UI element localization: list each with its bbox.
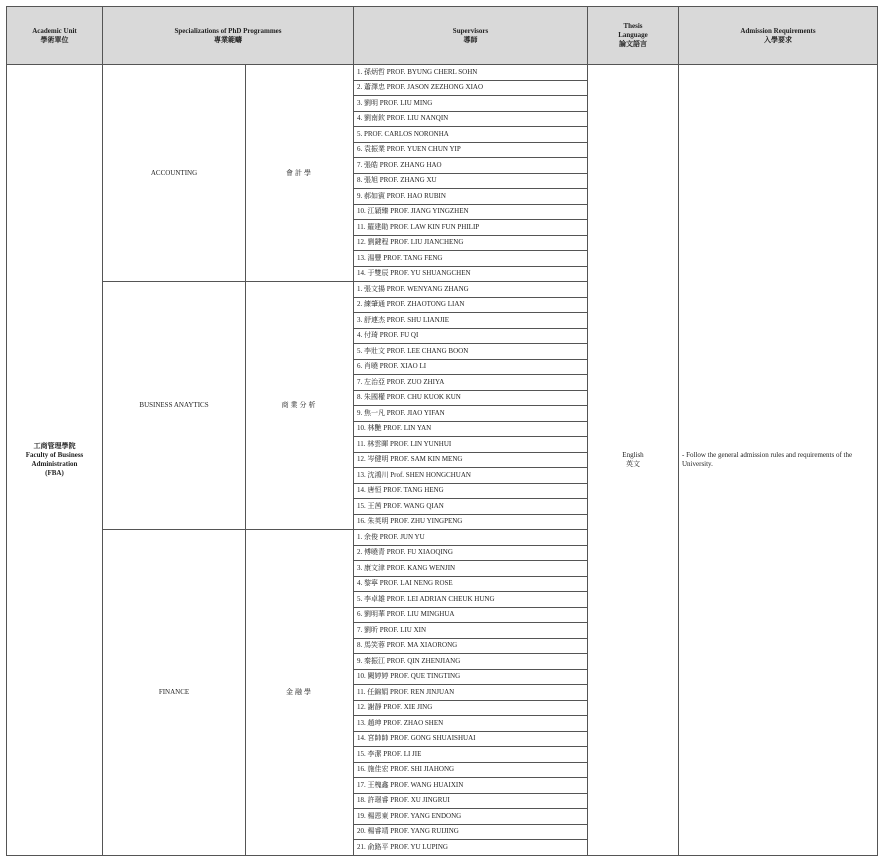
header-supervisors: Supervisors 導師: [354, 7, 588, 65]
admission-requirements-cell: - Follow the general admission rules and requirements of the University.: [679, 65, 878, 856]
supervisor-cell: 13. 沈鴻川 Prof. SHEN HONGCHUAN: [354, 468, 588, 484]
supervisor-cell: 5. 李卓雄 PROF. LEI ADRIAN CHEUK HUNG: [354, 592, 588, 608]
supervisor-cell: 2. 蕭澤忠 PROF. JASON ZEZHONG XIAO: [354, 80, 588, 96]
supervisor-cell: 13. 趙珅 PROF. ZHAO SHEN: [354, 716, 588, 732]
supervisor-cell: 13. 湯豐 PROF. TANG FENG: [354, 251, 588, 267]
header-row: [7, 7, 878, 65]
language-en: English: [622, 450, 644, 459]
supervisor-cell: 12. 岑健明 PROF. SAM KIN MENG: [354, 452, 588, 468]
supervisor-cell: 14. 唐恒 PROF. TANG HENG: [354, 483, 588, 499]
supervisor-cell: 1. 余俊 PROF. JUN YU: [354, 530, 588, 546]
specialization-name-zh: 會計學: [246, 65, 354, 282]
academic-unit-en3: (FBA): [45, 468, 64, 477]
academic-unit-en1: Faculty of Business: [25, 450, 84, 459]
supervisor-cell: 9. 郝如賓 PROF. HAO RUBIN: [354, 189, 588, 205]
supervisor-cell: 8. 朱國權 PROF. CHU KUOK KUN: [354, 390, 588, 406]
table-row: [7, 65, 878, 81]
thesis-language-cell: [588, 65, 679, 856]
supervisor-cell: 9. 焦一凡 PROF. JIAO YIFAN: [354, 406, 588, 422]
supervisor-cell: 8. 張旭 PROF. ZHANG XU: [354, 173, 588, 189]
header-thesis-language: Thesis Language 論文語言: [588, 7, 679, 65]
programmes-body: [7, 65, 878, 856]
supervisor-cell: 6. 袁振業 PROF. YUEN CHUN YIP: [354, 142, 588, 158]
academic-unit-en2: Administration: [31, 459, 78, 468]
supervisor-cell: 12. 謝靜 PROF. XIE JING: [354, 700, 588, 716]
supervisor-cell: 18. 許璟睿 PROF. XU JINGRUI: [354, 793, 588, 809]
programmes-table: [6, 6, 878, 856]
supervisor-cell: 2. 練肇通 PROF. ZHAOTONG LIAN: [354, 297, 588, 313]
supervisor-cell: 10. 江穎臻 PROF. JIANG YINGZHEN: [354, 204, 588, 220]
supervisor-cell: 3. 舒連杰 PROF. SHU LIANJIE: [354, 313, 588, 329]
supervisor-cell: 15. 李潔 PROF. LI JIE: [354, 747, 588, 763]
supervisor-cell: 10. 林艷 PROF. LIN YAN: [354, 421, 588, 437]
specialization-name-zh: 金融學: [246, 530, 354, 856]
supervisor-cell: 2. 傅曉青 PROF. FU XIAOQING: [354, 545, 588, 561]
supervisor-cell: 6. 劉明華 PROF. LIU MINGHUA: [354, 607, 588, 623]
supervisor-cell: 3. 康文津 PROF. KANG WENJIN: [354, 561, 588, 577]
supervisor-cell: 7. 張皓 PROF. ZHANG HAO: [354, 158, 588, 174]
language-zh: 英文: [626, 459, 640, 468]
supervisor-cell: 14. 宮帥帥 PROF. GONG SHUAISHUAI: [354, 731, 588, 747]
specialization-name-en: ACCOUNTING: [103, 65, 246, 282]
academic-unit-zh: 工商管理學院: [33, 441, 76, 450]
supervisor-cell: 11. 林雲暉 PROF. LIN YUNHUI: [354, 437, 588, 453]
supervisor-cell: 21. 俞路平 PROF. YU LUPING: [354, 840, 588, 856]
specialization-name-en: BUSINESS ANAYTICS: [103, 282, 246, 530]
supervisor-cell: 16. 朱英明 PROF. ZHU YINGPENG: [354, 514, 588, 530]
supervisor-cell: 4. 付琦 PROF. FU QI: [354, 328, 588, 344]
supervisor-cell: 11. 任錦娟 PROF. REN JINJUAN: [354, 685, 588, 701]
supervisor-cell: 12. 劉鍵程 PROF. LIU JIANCHENG: [354, 235, 588, 251]
supervisor-cell: 16. 施佳宏 PROF. SHI JIAHONG: [354, 762, 588, 778]
supervisor-cell: 7. 劉昕 PROF. LIU XIN: [354, 623, 588, 639]
specialization-name-en: FINANCE: [103, 530, 246, 856]
specialization-name-zh: 商業分析: [246, 282, 354, 530]
supervisor-cell: 9. 秦振江 PROF. QIN ZHENJIANG: [354, 654, 588, 670]
phd-programmes-sheet: [6, 6, 877, 855]
supervisor-cell: 14. 于雙辰 PROF. YU SHUANGCHEN: [354, 266, 588, 282]
supervisor-cell: 5. 李壯文 PROF. LEE CHANG BOON: [354, 344, 588, 360]
supervisor-cell: 20. 楊睿靖 PROF. YANG RUIJING: [354, 824, 588, 840]
supervisor-cell: 6. 肖曉 PROF. XIAO LI: [354, 359, 588, 375]
supervisor-cell: 15. 王茜 PROF. WANG QIAN: [354, 499, 588, 515]
supervisor-cell: 8. 馬笑蓉 PROF. MA XIAORONG: [354, 638, 588, 654]
supervisor-cell: 1. 孫炳哲 PROF. BYUNG CHERL SOHN: [354, 65, 588, 81]
supervisor-cell: 4. 黎寧 PROF. LAI NENG ROSE: [354, 576, 588, 592]
header-admission-requirements: Admission Requirements 入學要求: [679, 7, 878, 65]
supervisor-cell: 17. 王槐鑫 PROF. WANG HUAIXIN: [354, 778, 588, 794]
supervisor-cell: 1. 張文揚 PROF. WENYANG ZHANG: [354, 282, 588, 298]
header-specializations: Specializations of PhD Programmes 專業範疇: [103, 7, 354, 65]
supervisor-cell: 19. 楊恩東 PROF. YANG ENDONG: [354, 809, 588, 825]
supervisor-cell: 11. 羅建勛 PROF. LAW KIN FUN PHILIP: [354, 220, 588, 236]
supervisor-cell: 5. PROF. CARLOS NORONHA: [354, 127, 588, 143]
header-academic-unit: Academic Unit 學術單位: [7, 7, 103, 65]
supervisor-cell: 10. 闕婷婷 PROF. QUE TINGTING: [354, 669, 588, 685]
supervisor-cell: 3. 劉明 PROF. LIU MING: [354, 96, 588, 112]
supervisor-cell: 4. 劉南欽 PROF. LIU NANQIN: [354, 111, 588, 127]
academic-unit-cell: [7, 65, 103, 856]
supervisor-cell: 7. 左治亞 PROF. ZUO ZHIYA: [354, 375, 588, 391]
